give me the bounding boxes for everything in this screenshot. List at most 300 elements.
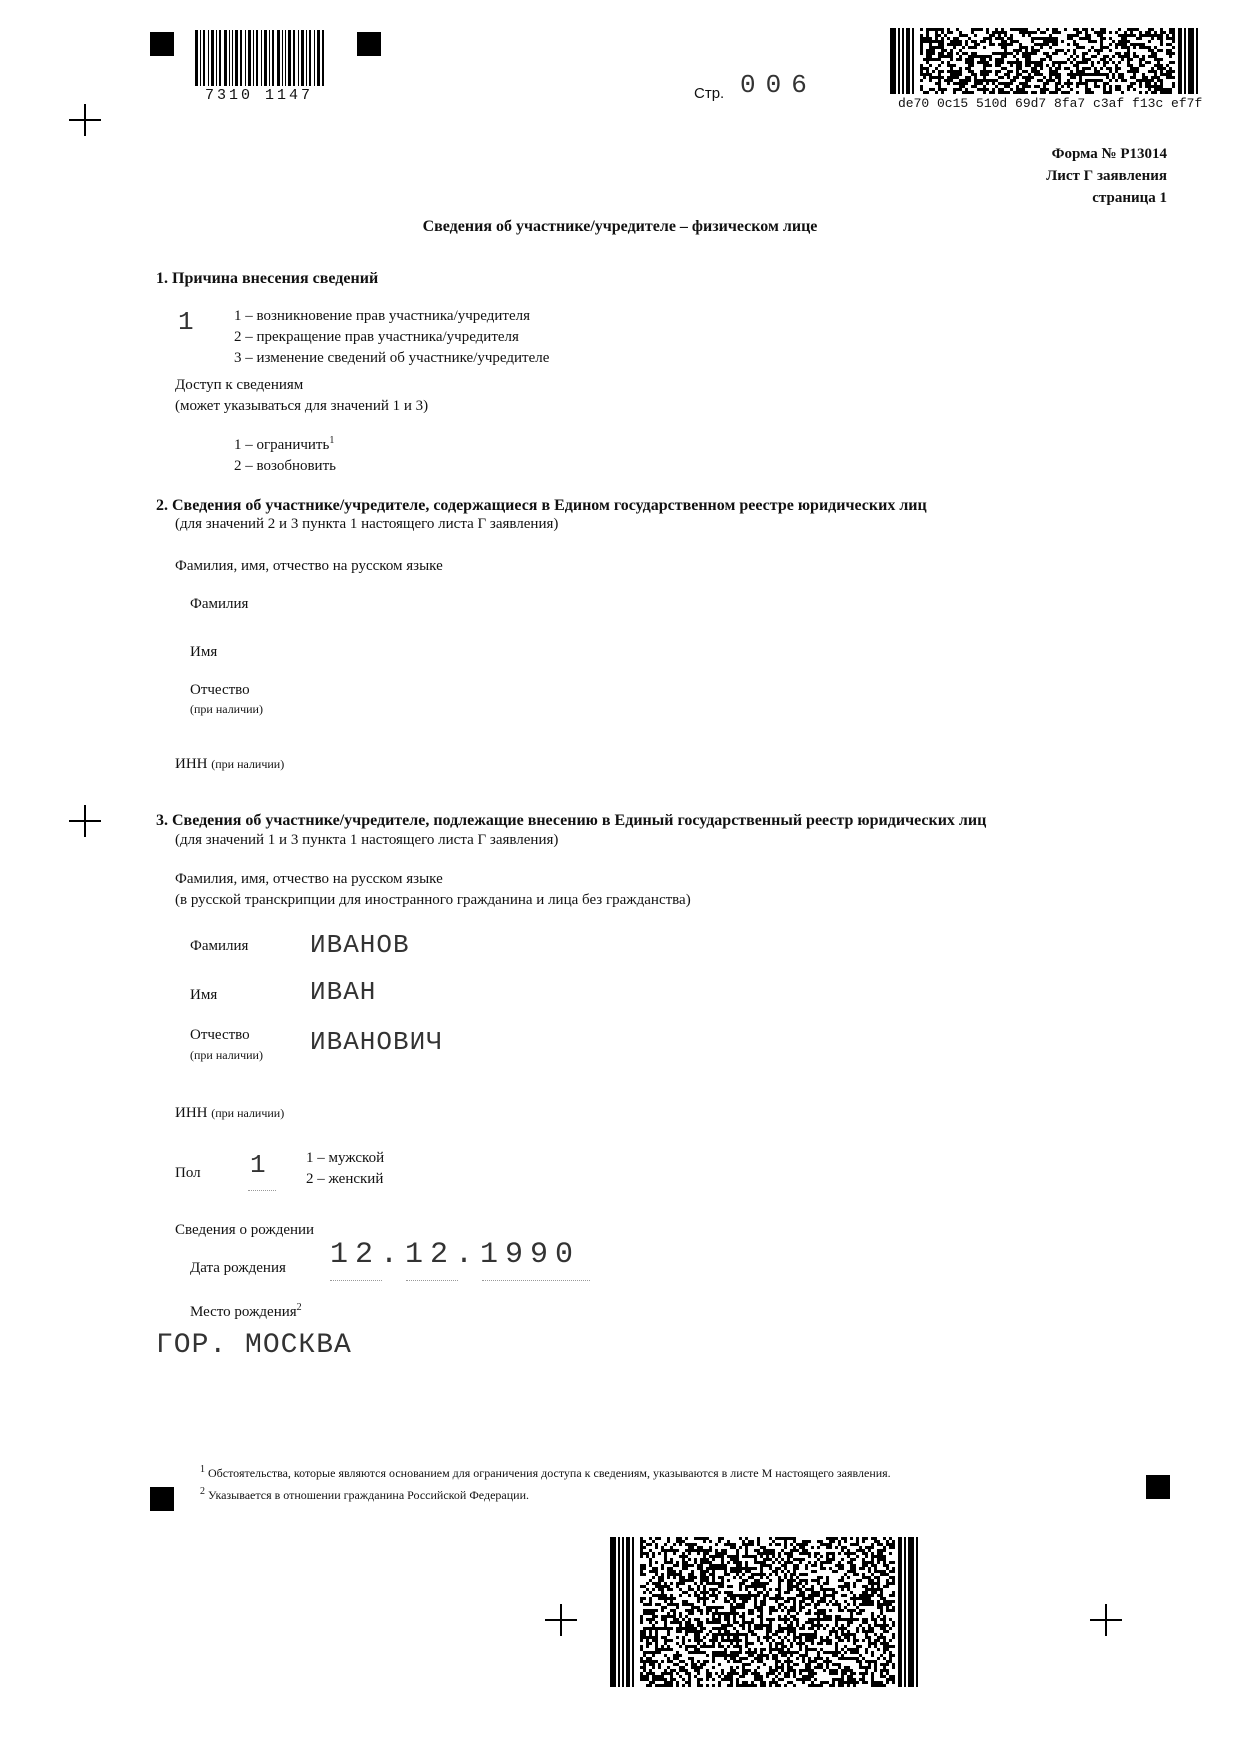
- barcode-module: [1025, 49, 1028, 52]
- barcode-module: [965, 82, 968, 85]
- barcode-module: [832, 1651, 835, 1654]
- barcode-module: [757, 1666, 760, 1669]
- barcode-module: [1010, 64, 1013, 67]
- barcode-module: [718, 1606, 721, 1609]
- barcode-module: [823, 1660, 826, 1663]
- barcode-module: [847, 1603, 850, 1606]
- barcode-module: [694, 1636, 697, 1639]
- barcode-module: [721, 1672, 724, 1675]
- barcode-module: [664, 1639, 667, 1642]
- barcode-module: [751, 1555, 754, 1558]
- barcode-module: [691, 1576, 694, 1579]
- barcode-module: [992, 79, 995, 82]
- barcode-module: [787, 1552, 790, 1555]
- barcode-module: [1073, 28, 1076, 31]
- barcode-module: [883, 1639, 886, 1642]
- barcode-module: [998, 70, 1001, 73]
- barcode-module: [715, 1612, 718, 1615]
- barcode-module: [986, 55, 989, 58]
- barcode-module: [805, 1639, 808, 1642]
- barcode-module: [1127, 61, 1130, 64]
- barcode-module: [832, 1552, 835, 1555]
- barcode-module: [712, 1651, 715, 1654]
- barcode-module: [739, 1546, 742, 1549]
- barcode-module: [871, 1552, 874, 1555]
- barcode-module: [688, 1594, 691, 1597]
- barcode-module: [778, 1624, 781, 1627]
- barcode-module: [676, 1657, 679, 1660]
- barcode-module: [1010, 37, 1013, 40]
- barcode-module: [745, 1600, 748, 1603]
- barcode-module: [1031, 46, 1034, 49]
- barcode-module: [769, 1669, 772, 1672]
- barcode-module: [1082, 67, 1085, 70]
- barcode-module: [652, 1666, 655, 1669]
- barcode-module: [829, 1615, 832, 1618]
- barcode-module: [814, 1603, 817, 1606]
- barcode-module: [1022, 34, 1025, 37]
- barcode-module: [742, 1621, 745, 1624]
- barcode-module: [691, 1606, 694, 1609]
- barcode-module: [748, 1591, 751, 1594]
- barcode-module: [865, 1585, 868, 1588]
- barcode-module: [754, 1627, 757, 1630]
- barcode-module: [730, 1681, 733, 1684]
- barcode-module: [826, 1555, 829, 1558]
- barcode-module: [1034, 37, 1037, 40]
- barcode-module: [748, 1654, 751, 1657]
- barcode-module: [1103, 55, 1106, 58]
- barcode-module: [1010, 34, 1013, 37]
- barcode-module: [850, 1621, 853, 1624]
- barcode-module: [679, 1645, 682, 1648]
- form-header: [880, 143, 1167, 209]
- barcode-module: [664, 1600, 667, 1603]
- reason-value[interactable]: 1: [178, 307, 196, 337]
- barcode-module: [667, 1672, 670, 1675]
- barcode-module: [1064, 82, 1067, 85]
- barcode-module: [664, 1672, 667, 1675]
- barcode-module: [658, 1537, 661, 1540]
- barcode-module: [859, 1594, 862, 1597]
- barcode-module: [920, 28, 923, 31]
- barcode-module: [844, 1573, 847, 1576]
- barcode-module: [883, 1597, 886, 1600]
- barcode-module: [640, 1552, 643, 1555]
- barcode-module: [685, 1672, 688, 1675]
- barcode-module: [688, 1684, 691, 1687]
- barcode-module: [862, 1552, 865, 1555]
- barcode-module: [832, 1672, 835, 1675]
- barcode-module: [1118, 34, 1121, 37]
- barcode-module: [805, 1567, 808, 1570]
- barcode-module: [868, 1561, 871, 1564]
- barcode-module: [883, 1621, 886, 1624]
- barcode-module: [667, 1537, 670, 1540]
- barcode-module: [1016, 67, 1019, 70]
- barcode-module: [1160, 79, 1163, 82]
- barcode-module: [1073, 64, 1076, 67]
- barcode-module: [715, 1618, 718, 1621]
- barcode-module: [1025, 76, 1028, 79]
- barcode-module: [655, 1585, 658, 1588]
- barcode-module: [649, 1642, 652, 1645]
- access-option: 2 – возобновить: [234, 458, 336, 474]
- barcode-module: [700, 1678, 703, 1681]
- barcode-module: [655, 1582, 658, 1585]
- barcode-module: [865, 1564, 868, 1567]
- barcode-module: [718, 1645, 721, 1648]
- barcode-module: [652, 1681, 655, 1684]
- barcode-module: [1031, 70, 1034, 73]
- barcode-module: [727, 1591, 730, 1594]
- barcode-module: [959, 58, 962, 61]
- barcode-module: [1007, 52, 1010, 55]
- barcode-module: [880, 1591, 883, 1594]
- barcode-module: [850, 1552, 853, 1555]
- barcode-module: [670, 1558, 673, 1561]
- barcode-module: [1040, 43, 1043, 46]
- barcode-module: [655, 1633, 658, 1636]
- barcode-module: [694, 1639, 697, 1642]
- barcode-module: [1064, 52, 1067, 55]
- barcode-module: [655, 1651, 658, 1654]
- barcode-module: [1127, 49, 1130, 52]
- barcode-module: [679, 1627, 682, 1630]
- barcode-module: [688, 1585, 691, 1588]
- barcode-module: [736, 1684, 739, 1687]
- barcode-module: [1115, 79, 1118, 82]
- barcode-module: [838, 1681, 841, 1684]
- barcode-module: [1016, 52, 1019, 55]
- barcode-module: [811, 1618, 814, 1621]
- barcode-module: [847, 1633, 850, 1636]
- barcode-module: [1016, 76, 1019, 79]
- barcode-module: [661, 1567, 664, 1570]
- barcode-module: [769, 1579, 772, 1582]
- barcode-module: [679, 1612, 682, 1615]
- barcode-module: [1127, 70, 1130, 73]
- barcode-module: [1109, 43, 1112, 46]
- barcode-module: [950, 76, 953, 79]
- gender-value[interactable]: 1: [250, 1150, 268, 1180]
- barcode-module: [676, 1681, 679, 1684]
- barcode-module: [700, 1549, 703, 1552]
- barcode-module: [706, 1537, 709, 1540]
- barcode-module: [694, 1675, 697, 1678]
- barcode-module: [715, 1636, 718, 1639]
- barcode-module: [880, 1603, 883, 1606]
- barcode-module: [664, 1669, 667, 1672]
- barcode-module: [655, 1609, 658, 1612]
- barcode-module: [760, 1651, 763, 1654]
- barcode-module: [715, 1627, 718, 1630]
- barcode-module: [790, 1681, 793, 1684]
- barcode-module: [871, 1546, 874, 1549]
- barcode-module: [739, 1594, 742, 1597]
- barcode-module: [1013, 49, 1016, 52]
- barcode-module: [1079, 76, 1082, 79]
- barcode-module: [1055, 85, 1058, 88]
- barcode-module: [757, 1573, 760, 1576]
- barcode-module: [745, 1663, 748, 1666]
- barcode-module: [727, 1594, 730, 1597]
- surname-value[interactable]: ИВАНОВ: [310, 930, 410, 960]
- barcode-module: [811, 1624, 814, 1627]
- barcode-module: [742, 1681, 745, 1684]
- barcode-module: [944, 88, 947, 91]
- barcode-module: [718, 1552, 721, 1555]
- barcode-module: [640, 1540, 643, 1543]
- barcode-module: [670, 1594, 673, 1597]
- barcode-module: [727, 1645, 730, 1648]
- barcode-module: [679, 1666, 682, 1669]
- barcode-module: [856, 1540, 859, 1543]
- barcode-module: [706, 1597, 709, 1600]
- barcode-module: [1019, 64, 1022, 67]
- barcode-module: [721, 1582, 724, 1585]
- barcode-module: [697, 1624, 700, 1627]
- barcode-module: [718, 1618, 721, 1621]
- barcode-module: [802, 1546, 805, 1549]
- barcode-module: [757, 1615, 760, 1618]
- barcode-module: [838, 1678, 841, 1681]
- barcode-module: [685, 1630, 688, 1633]
- barcode-module: [817, 1594, 820, 1597]
- name-value[interactable]: ИВАН: [310, 977, 377, 1007]
- barcode-module: [941, 37, 944, 40]
- barcode-module: [929, 88, 932, 91]
- barcode-module: [983, 64, 986, 67]
- barcode-module: [992, 31, 995, 34]
- barcode-module: [691, 1663, 694, 1666]
- barcode-module: [850, 1657, 853, 1660]
- barcode-module: [1082, 73, 1085, 76]
- barcode-module: [670, 1648, 673, 1651]
- barcode-module: [640, 1621, 643, 1624]
- barcode-module: [883, 1537, 886, 1540]
- barcode-module: [826, 1657, 829, 1660]
- barcode-module: [760, 1576, 763, 1579]
- barcode-module: [1094, 40, 1097, 43]
- barcode-module: [1076, 43, 1079, 46]
- barcode-module: [739, 1633, 742, 1636]
- barcode-module: [673, 1678, 676, 1681]
- barcode-module: [805, 1678, 808, 1681]
- barcode-module: [820, 1588, 823, 1591]
- barcode-module: [971, 28, 974, 31]
- barcode-module: [853, 1543, 856, 1546]
- access-note: (может указываться для значений 1 и 3): [175, 398, 429, 414]
- barcode-module: [1172, 82, 1175, 85]
- barcode-module: [718, 1540, 721, 1543]
- barcode-module: [998, 52, 1001, 55]
- barcode-module: [968, 55, 971, 58]
- barcode-module: [1166, 64, 1169, 67]
- barcode-module: [868, 1636, 871, 1639]
- barcode-module: [697, 1606, 700, 1609]
- barcode-module: [799, 1546, 802, 1549]
- barcode-module: [1088, 88, 1091, 91]
- barcode-module: [814, 1606, 817, 1609]
- barcode-module: [995, 28, 998, 31]
- patronymic-value[interactable]: ИВАНОВИЧ: [310, 1027, 443, 1057]
- barcode-module: [977, 88, 980, 91]
- birth-place-value[interactable]: ГОР. МОСКВА: [156, 1330, 352, 1361]
- barcode-module: [874, 1618, 877, 1621]
- barcode-module: [886, 1660, 889, 1663]
- barcode-module: [793, 1564, 796, 1567]
- barcode-module: [1034, 52, 1037, 55]
- barcode-module: [889, 1600, 892, 1603]
- barcode-module: [862, 1537, 865, 1540]
- barcode-module: [712, 1666, 715, 1669]
- barcode-module: [721, 1612, 724, 1615]
- barcode-module: [1034, 70, 1037, 73]
- barcode-module: [950, 67, 953, 70]
- barcode-module: [1151, 49, 1154, 52]
- barcode-module: [953, 40, 956, 43]
- barcode-module: [844, 1672, 847, 1675]
- barcode-module: [877, 1570, 880, 1573]
- barcode-module: [1142, 58, 1145, 61]
- barcode-module: [1028, 64, 1031, 67]
- barcode-module: [1034, 64, 1037, 67]
- barcode-module: [1112, 73, 1115, 76]
- barcode-module: [1121, 76, 1124, 79]
- barcode-module: [754, 1561, 757, 1564]
- barcode-module: [826, 1681, 829, 1684]
- barcode-module: [1121, 55, 1124, 58]
- barcode-module: [847, 1585, 850, 1588]
- barcode-module: [802, 1669, 805, 1672]
- barcode-module: [1148, 46, 1151, 49]
- barcode-module: [751, 1609, 754, 1612]
- barcode-module: [829, 1561, 832, 1564]
- barcode-module: [1148, 70, 1151, 73]
- barcode-module: [1169, 67, 1172, 70]
- barcode-module: [754, 1657, 757, 1660]
- barcode-module: [1112, 40, 1115, 43]
- barcode-module: [953, 73, 956, 76]
- barcode-module: [805, 1636, 808, 1639]
- barcode-module: [679, 1537, 682, 1540]
- barcode-module: [676, 1663, 679, 1666]
- barcode-module: [1133, 28, 1136, 31]
- barcode-module: [838, 1609, 841, 1612]
- barcode-module: [661, 1636, 664, 1639]
- barcode-module: [736, 1549, 739, 1552]
- barcode-module: [1052, 61, 1055, 64]
- barcode-module: [880, 1606, 883, 1609]
- barcode-module: [685, 1549, 688, 1552]
- barcode-module: [703, 1585, 706, 1588]
- barcode-module: [1085, 34, 1088, 37]
- page-label: Стр.: [694, 85, 725, 102]
- barcode-module: [853, 1570, 856, 1573]
- barcode-module: [814, 1555, 817, 1558]
- barcode-module: [682, 1618, 685, 1621]
- barcode-module: [838, 1636, 841, 1639]
- barcode-module: [685, 1648, 688, 1651]
- barcode-module: [883, 1555, 886, 1558]
- barcode-module: [757, 1624, 760, 1627]
- barcode-module: [1160, 73, 1163, 76]
- barcode-module: [1055, 73, 1058, 76]
- barcode-module: [640, 1618, 643, 1621]
- barcode-module: [1043, 58, 1046, 61]
- barcode-module: [760, 1561, 763, 1564]
- barcode-module: [1136, 28, 1139, 31]
- barcode-module: [814, 1672, 817, 1675]
- barcode-module: [754, 1648, 757, 1651]
- barcode-module: [745, 1552, 748, 1555]
- barcode-module: [718, 1684, 721, 1687]
- barcode-module: [859, 1603, 862, 1606]
- barcode-module: [880, 1549, 883, 1552]
- barcode-module: [793, 1570, 796, 1573]
- barcode-module: [1088, 34, 1091, 37]
- barcode-module: [640, 1597, 643, 1600]
- barcode-module: [799, 1543, 802, 1546]
- inn-label: ИНН: [175, 756, 208, 772]
- barcode-module: [1133, 82, 1136, 85]
- barcode-module: [1145, 61, 1148, 64]
- barcode-module: [814, 1633, 817, 1636]
- barcode-module: [1019, 49, 1022, 52]
- barcode-module: [1043, 88, 1046, 91]
- barcode-module: [1082, 61, 1085, 64]
- barcode-module: [781, 1630, 784, 1633]
- barcode-module: [754, 1603, 757, 1606]
- barcode-module: [1154, 31, 1157, 34]
- barcode-module: [649, 1564, 652, 1567]
- barcode-module: [1091, 40, 1094, 43]
- barcode-module: [1085, 88, 1088, 91]
- barcode-module: [775, 1588, 778, 1591]
- barcode-module: [1016, 49, 1019, 52]
- barcode-module: [865, 1681, 868, 1684]
- barcode-module: [889, 1570, 892, 1573]
- barcode-module: [983, 37, 986, 40]
- barcode-module: [793, 1579, 796, 1582]
- barcode-module: [1082, 58, 1085, 61]
- barcode-module: [1127, 28, 1130, 31]
- barcode-module: [718, 1612, 721, 1615]
- barcode-module: [736, 1651, 739, 1654]
- barcode-module: [688, 1639, 691, 1642]
- barcode-module: [793, 1627, 796, 1630]
- barcode-module: [718, 1651, 721, 1654]
- barcode-module: [772, 1654, 775, 1657]
- barcode-module: [760, 1627, 763, 1630]
- barcode-module: [926, 67, 929, 70]
- barcode-module: [1079, 61, 1082, 64]
- barcode-module: [751, 1660, 754, 1663]
- birth-date-value[interactable]: 12.12.1990: [330, 1238, 581, 1272]
- barcode-module: [676, 1627, 679, 1630]
- barcode-module: [1049, 37, 1052, 40]
- barcode-module: [1124, 43, 1127, 46]
- barcode-module: [682, 1558, 685, 1561]
- barcode-module: [841, 1537, 844, 1540]
- barcode-module: [989, 55, 992, 58]
- barcode-module: [712, 1657, 715, 1660]
- barcode-module: [865, 1648, 868, 1651]
- barcode-module: [736, 1660, 739, 1663]
- barcode-module: [811, 1597, 814, 1600]
- barcode-module: [643, 1567, 646, 1570]
